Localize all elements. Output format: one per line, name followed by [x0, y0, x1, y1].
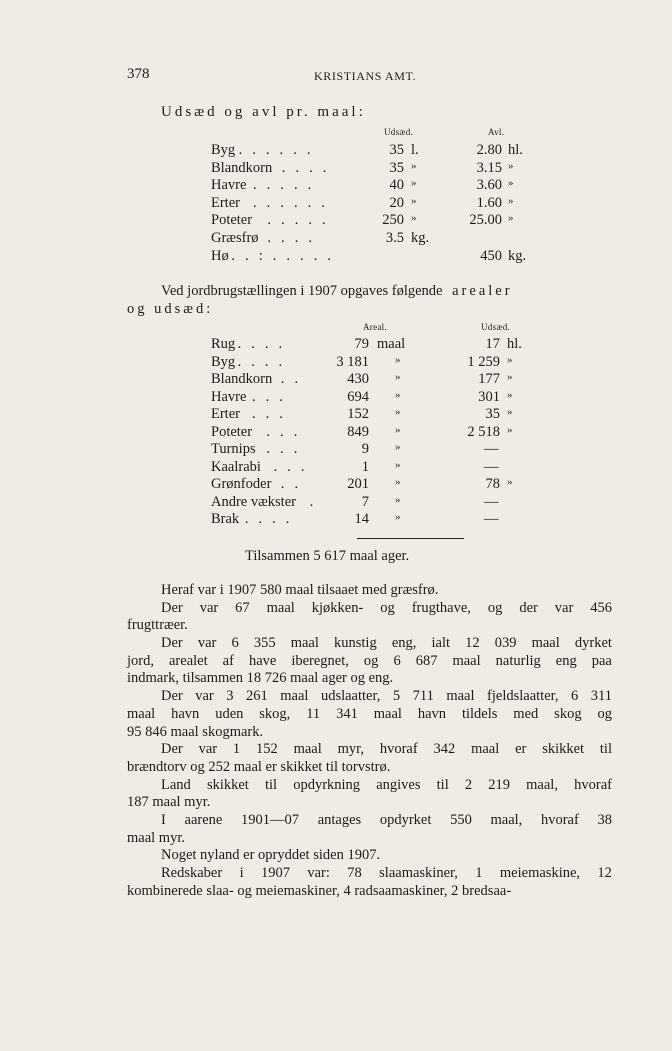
- seed-yield-row: [211, 212, 541, 230]
- dot-leader: . . . . . .: [253, 194, 329, 211]
- dot-leader: . . .: [252, 406, 287, 422]
- word: opdyrket: [379, 811, 432, 828]
- paragraph-line: brændtorv og 252 maal er skikket til torvstrø.: [127, 758, 391, 775]
- paragraph-line: [127, 653, 612, 671]
- word: 2: [464, 776, 473, 793]
- census-row: [211, 336, 541, 354]
- paragraph-line: [127, 635, 612, 653]
- word: skikket: [542, 741, 585, 758]
- dot-leader: . . .: [266, 423, 301, 440]
- word: 11: [306, 705, 321, 722]
- seed-dash: —: [484, 511, 499, 527]
- word: 342: [433, 741, 456, 758]
- seed-value: 35: [389, 142, 404, 158]
- word: Land: [161, 776, 191, 793]
- yield-value: 1.60: [476, 194, 502, 211]
- word: 355: [253, 635, 276, 652]
- seed-value: 177: [478, 371, 500, 387]
- running-title: KRISTIANS AMT.: [314, 69, 417, 83]
- word: ialt: [431, 635, 451, 652]
- seed-unit: l.: [411, 142, 419, 158]
- word: 38: [597, 811, 612, 828]
- area-unit: »: [395, 353, 401, 366]
- word: skog,: [259, 705, 291, 722]
- area-value: 14: [354, 511, 369, 527]
- word: angives: [376, 776, 421, 793]
- paragraph-line: maal myr.: [127, 829, 185, 846]
- word: 711: [412, 688, 434, 705]
- word: Der: [161, 688, 183, 705]
- area-value: 694: [347, 388, 369, 405]
- seed-unit: »: [411, 159, 417, 172]
- word: var: [197, 635, 217, 652]
- row-label: Blandkorn: [211, 159, 273, 176]
- census-row: [211, 354, 541, 372]
- word: 550: [450, 811, 472, 828]
- seed-unit: »: [507, 353, 513, 366]
- area-value: 1: [361, 458, 369, 475]
- word: 1901—07: [241, 811, 300, 828]
- area-unit: »: [395, 476, 401, 488]
- dot-leader: . .: [280, 476, 302, 492]
- seed-yield-heading: Udsæd og avl pr. maal:: [161, 104, 366, 120]
- row-label: Havre: [211, 388, 247, 405]
- word: udslaatter,: [320, 688, 381, 705]
- seed-yield-row: [211, 142, 541, 160]
- area-value: 9: [361, 441, 369, 457]
- seed-yield-col-yield: Avl.: [488, 127, 505, 137]
- word: myr,: [337, 741, 364, 758]
- dot-leader: . . . . . .: [238, 142, 314, 158]
- yield-value: 3.15: [476, 159, 502, 176]
- dot-leader: . .: [280, 371, 302, 387]
- census-row: [211, 494, 541, 512]
- word: maal: [290, 635, 319, 652]
- word: jord,: [127, 652, 154, 669]
- row-label: Havre: [211, 177, 247, 194]
- seed-value: 78: [485, 476, 500, 492]
- paragraph-line: [127, 688, 612, 706]
- seed-unit: kg.: [411, 230, 430, 246]
- seed-unit: hl.: [507, 336, 522, 352]
- seed-yield-row: [211, 177, 541, 195]
- word: 1907: [260, 865, 290, 881]
- dot-leader: .: [309, 493, 314, 510]
- total-rule: [357, 538, 464, 539]
- dot-leader: . . . .: [237, 353, 286, 370]
- row-label: Byg: [211, 142, 236, 158]
- census-row: [211, 476, 541, 494]
- word: eng: [555, 652, 577, 669]
- word: 152: [256, 741, 278, 758]
- area-value: 7: [361, 493, 369, 510]
- seed-yield-row: [211, 195, 541, 213]
- area-value: 3 181: [336, 353, 369, 370]
- word: 67: [235, 599, 250, 616]
- area-value: 152: [347, 406, 369, 422]
- word: havn: [171, 705, 200, 722]
- seed-yield-row: [211, 230, 541, 248]
- seed-unit: »: [411, 194, 417, 207]
- area-value: 430: [347, 371, 369, 387]
- word: 6: [571, 688, 579, 705]
- word: var: [195, 688, 214, 705]
- row-label: Poteter: [211, 212, 253, 229]
- seed-value: 20: [389, 194, 404, 211]
- row-label: Rug: [211, 336, 236, 352]
- word: til: [264, 776, 278, 793]
- word: 039: [494, 635, 517, 652]
- census-row: [211, 389, 541, 407]
- word: 261: [246, 688, 268, 705]
- word: kunstig: [334, 635, 377, 652]
- paragraph-line: indmark, tilsammen 18 726 maal ager og eng.: [127, 670, 394, 687]
- word: iberegnet,: [291, 652, 349, 669]
- word: og: [597, 705, 612, 722]
- seed-value: 250: [382, 212, 404, 229]
- paragraph-line: kombinerede slaa- og meiemaskiner, 4 radsaamaskiner, 2 bredsaa-: [127, 882, 512, 899]
- word: 5: [392, 688, 401, 705]
- seed-value: 35: [485, 406, 500, 422]
- word: var: [198, 741, 218, 758]
- word: med: [513, 705, 539, 722]
- yield-value: 3.60: [476, 177, 502, 194]
- paragraph-line: [127, 777, 612, 795]
- word: 219: [488, 776, 511, 793]
- word: 687: [415, 652, 438, 669]
- word: maal,: [526, 776, 558, 793]
- yield-value: 450: [480, 247, 502, 264]
- word: maal: [127, 705, 156, 722]
- row-label: Byg: [211, 353, 236, 370]
- row-label: Hø: [211, 247, 229, 264]
- word: 6: [231, 635, 239, 652]
- paragraph-line: Noget nyland er opryddet siden 1907.: [161, 847, 381, 864]
- seed-dash: —: [484, 441, 499, 457]
- area-unit: »: [395, 511, 401, 523]
- word: hvoraf: [574, 776, 612, 793]
- census-intro-line2: og udsæd:: [127, 301, 214, 317]
- word: eng,: [391, 635, 417, 652]
- row-label: Kaalrabi: [211, 458, 261, 475]
- word: 456: [590, 599, 612, 616]
- word: 12: [465, 635, 480, 652]
- word: var:: [307, 865, 330, 881]
- dot-leader: . . : . . . . .: [231, 247, 335, 264]
- seed-unit: »: [507, 406, 513, 418]
- seed-value: 17: [485, 336, 500, 352]
- word: havn: [417, 705, 447, 722]
- row-label: Brak: [211, 511, 240, 527]
- word: 6: [393, 652, 401, 669]
- word: kjøkken-: [311, 599, 364, 616]
- word: maal: [446, 688, 475, 705]
- word: til: [599, 741, 612, 758]
- census-intro-line1: [161, 283, 513, 300]
- word: til: [436, 776, 449, 793]
- dot-leader: . . . .: [281, 159, 330, 176]
- word: opdyrkning: [293, 776, 361, 793]
- seed-value: 2 518: [467, 423, 500, 440]
- page-number: 378: [127, 66, 150, 82]
- word: tildels: [461, 705, 498, 722]
- area-unit: »: [395, 371, 401, 383]
- paragraph-line: [127, 706, 612, 724]
- word: var: [554, 599, 574, 616]
- census-row: [211, 406, 541, 424]
- paragraph-line: [127, 812, 612, 830]
- dot-leader: . . .: [273, 458, 308, 475]
- area-unit: maal: [377, 336, 406, 352]
- census-row: [211, 424, 541, 442]
- word: maal: [293, 741, 322, 758]
- word: og: [487, 599, 503, 616]
- census-col-area: Areal.: [363, 322, 388, 332]
- yield-unit: »: [508, 194, 514, 207]
- word: arealet: [169, 652, 208, 669]
- paragraph-line: 187 maal myr.: [127, 794, 211, 811]
- word: 1: [475, 865, 483, 881]
- seed-unit: »: [507, 423, 513, 436]
- seed-value: 3.5: [385, 230, 404, 246]
- word: 311: [590, 688, 612, 705]
- word: maal: [452, 652, 481, 669]
- word: maal,: [490, 811, 523, 828]
- word: og: [380, 599, 395, 616]
- word: hvoraf: [540, 811, 579, 828]
- word: dyrket: [574, 635, 612, 652]
- word: antages: [317, 811, 362, 828]
- seed-unit: »: [411, 212, 417, 225]
- area-value: 201: [347, 476, 369, 492]
- word: 78: [347, 865, 362, 881]
- word: Der: [161, 741, 183, 758]
- area-unit: »: [395, 458, 401, 471]
- yield-unit: hl.: [508, 142, 523, 158]
- seed-unit: »: [411, 177, 417, 190]
- word: 341: [336, 705, 358, 722]
- area-value: 849: [347, 423, 369, 440]
- seed-unit: »: [507, 476, 513, 488]
- area-unit: »: [395, 441, 401, 453]
- dot-leader: . . . . .: [253, 177, 315, 194]
- word: var: [199, 599, 219, 616]
- word: er: [515, 741, 527, 758]
- word: meiemaskine,: [499, 865, 581, 881]
- row-label: Erter: [211, 406, 240, 422]
- paragraph-line: [127, 865, 612, 883]
- area-unit: »: [395, 388, 401, 401]
- body-text: [127, 582, 612, 900]
- dot-leader: . . .: [266, 441, 301, 457]
- seed-dash: —: [484, 458, 499, 475]
- word: naturlig: [495, 652, 541, 669]
- row-label: Poteter: [211, 423, 253, 440]
- word: have: [248, 652, 277, 669]
- seed-dash: —: [484, 493, 499, 510]
- word: Redskaber: [161, 865, 223, 881]
- row-label: Blandkorn: [211, 371, 273, 387]
- word: paa: [591, 652, 612, 669]
- word: fjeldslaatter,: [487, 688, 559, 705]
- seed-yield-col-seed: Udsæd.: [384, 127, 414, 137]
- word: uden: [215, 705, 244, 722]
- seed-unit: »: [507, 388, 513, 401]
- area-unit: »: [395, 423, 401, 436]
- word: slaamaskiner,: [379, 865, 458, 881]
- word: skog: [554, 705, 582, 722]
- census-intro-text: Ved jordbrugstællingen i 1907 opgaves følgende: [161, 283, 443, 299]
- seed-yield-row: [211, 248, 541, 266]
- yield-unit: »: [508, 212, 514, 225]
- word: Der: [161, 599, 183, 616]
- dot-leader: . . . .: [237, 336, 286, 352]
- dot-leader: . . . .: [244, 511, 293, 527]
- word: aarene: [184, 811, 223, 828]
- paragraph-line: frugttræer.: [127, 617, 188, 634]
- census-row: [211, 441, 541, 459]
- seed-value: 40: [389, 177, 404, 194]
- paragraph-line: 95 846 maal skogmark.: [127, 723, 264, 740]
- paragraph-line: [127, 600, 612, 618]
- word: maal: [373, 705, 402, 722]
- census-total: Tilsammen 5 617 maal ager.: [245, 548, 410, 564]
- dot-leader: . . . .: [267, 230, 316, 246]
- word: 1: [232, 741, 241, 758]
- word: der: [519, 599, 538, 616]
- dot-leader: . . .: [252, 388, 287, 405]
- yield-value: 25.00: [469, 212, 502, 229]
- seed-unit: »: [507, 371, 513, 383]
- seed-value: 1 259: [467, 353, 500, 370]
- word: og: [363, 652, 379, 669]
- seed-value: 35: [389, 159, 404, 176]
- yield-unit: »: [508, 177, 514, 190]
- word: frugthave,: [411, 599, 471, 616]
- word: maal: [266, 599, 295, 616]
- area-unit: »: [395, 406, 401, 418]
- word: maal: [471, 741, 500, 758]
- word: af: [222, 652, 234, 669]
- census-row: [211, 459, 541, 477]
- yield-value: 2.80: [476, 142, 502, 158]
- word: 3: [226, 688, 234, 705]
- word: hvoraf: [379, 741, 418, 758]
- census-row: [211, 371, 541, 389]
- word: 12: [597, 865, 612, 881]
- paragraph-line: [127, 741, 612, 759]
- seed-value: 301: [478, 388, 500, 405]
- word: i: [239, 865, 244, 881]
- word: I: [161, 811, 166, 828]
- row-label: Erter: [211, 194, 240, 211]
- paragraph-line: Heraf var i 1907 580 maal tilsaaet med græsfrø.: [161, 582, 439, 598]
- census-intro-word: arealer: [452, 283, 513, 299]
- area-value: 79: [354, 336, 369, 352]
- seed-yield-row: [211, 160, 541, 178]
- census-col-seed: Udsæd.: [481, 322, 511, 332]
- word: Der: [161, 635, 183, 652]
- dot-leader: . . . . .: [267, 212, 329, 229]
- row-label: Andre vækster: [211, 493, 296, 510]
- row-label: Turnips: [211, 441, 256, 457]
- yield-unit: kg.: [508, 247, 527, 264]
- census-row: [211, 511, 541, 529]
- row-label: Græsfrø: [211, 230, 259, 246]
- area-unit: »: [395, 493, 401, 506]
- word: maal: [531, 635, 560, 652]
- yield-unit: »: [508, 159, 514, 172]
- word: maal: [280, 688, 309, 705]
- row-label: Grønfoder: [211, 476, 272, 492]
- word: skikket: [206, 776, 249, 793]
